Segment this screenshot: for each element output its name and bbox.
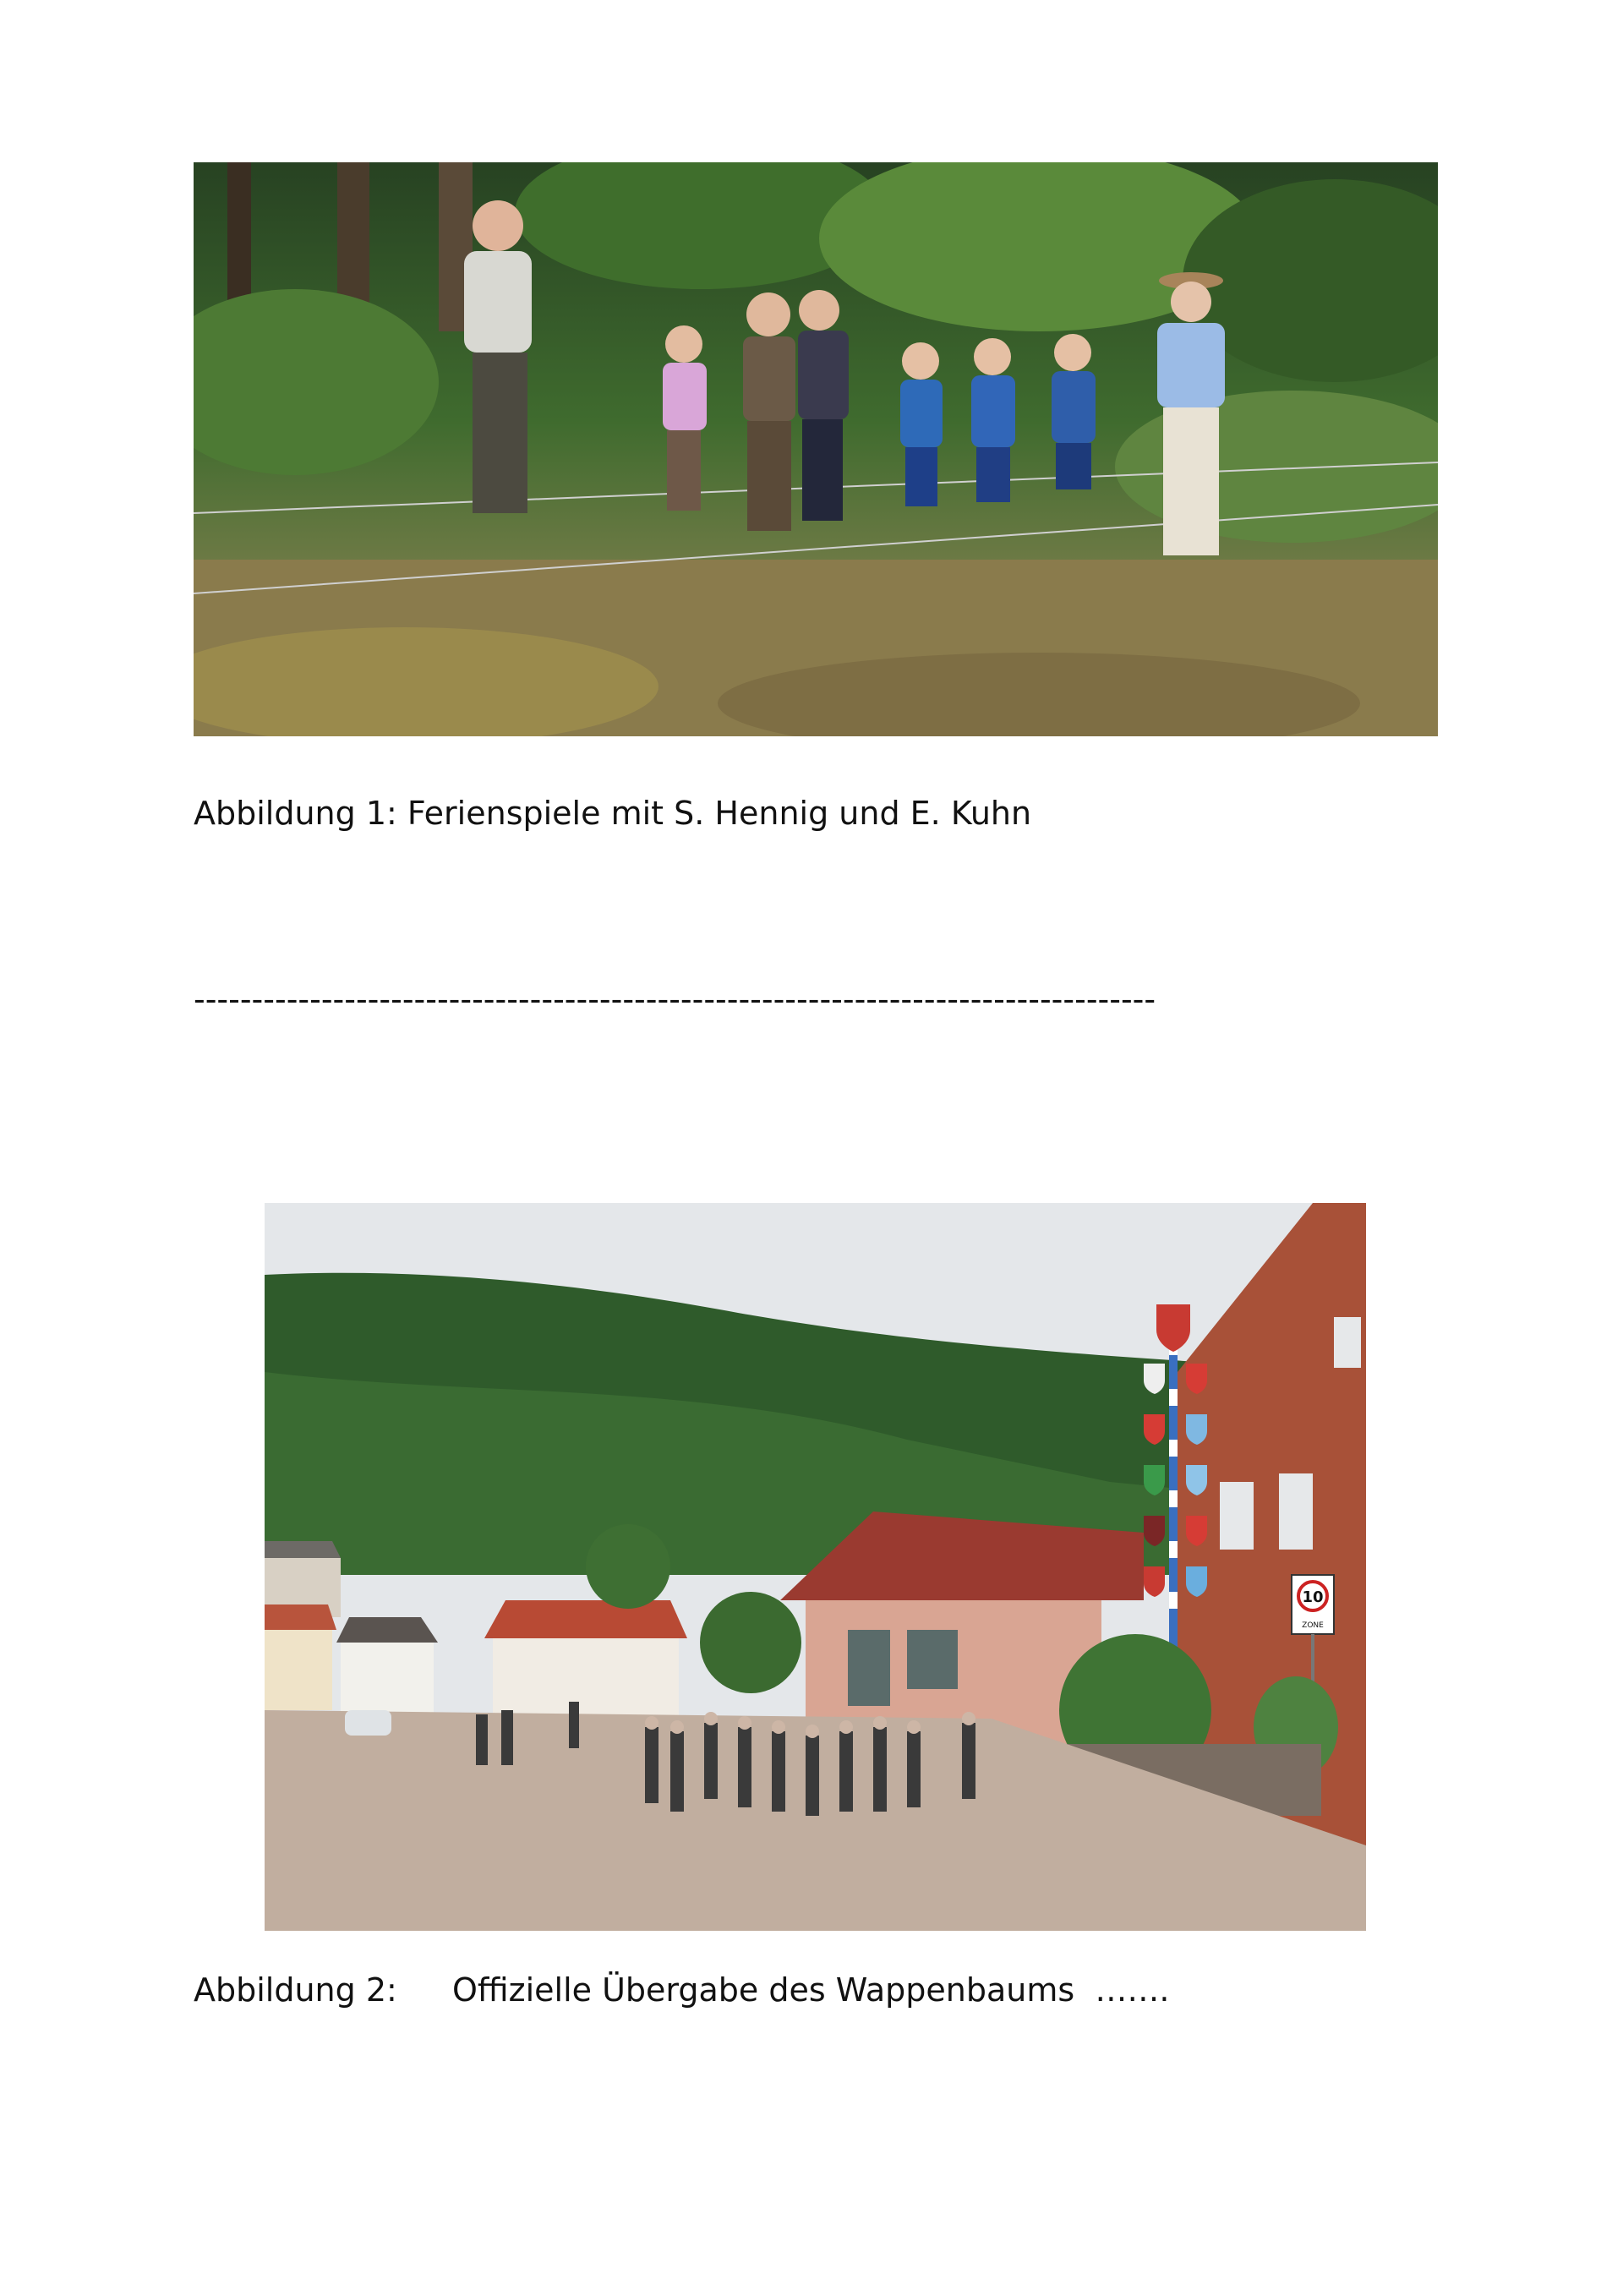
ferienspiele-photo-graphic xyxy=(194,162,1438,736)
figure-2-caption xyxy=(194,1970,1169,2010)
speed-sign-number: 10 xyxy=(1302,1588,1324,1606)
figure-2-label: Abbildung 2: xyxy=(194,1971,397,2009)
speed-sign-zone: ZONE xyxy=(1302,1621,1324,1630)
separator-line: ----------------------------------------------------------------------------------- xyxy=(194,981,1156,1018)
figure-1-caption: Abbildung 1: Ferienspiele mit S. Hennig und E. Kuhn xyxy=(194,795,1032,832)
figure-2-text: Offizielle Übergabe des Wappenbaums ……. xyxy=(452,1971,1170,2009)
ferienspiele-photo xyxy=(194,162,1438,736)
wappenbaum-photo xyxy=(265,1203,1366,1931)
wappenbaum-photo-graphic xyxy=(265,1203,1366,1931)
